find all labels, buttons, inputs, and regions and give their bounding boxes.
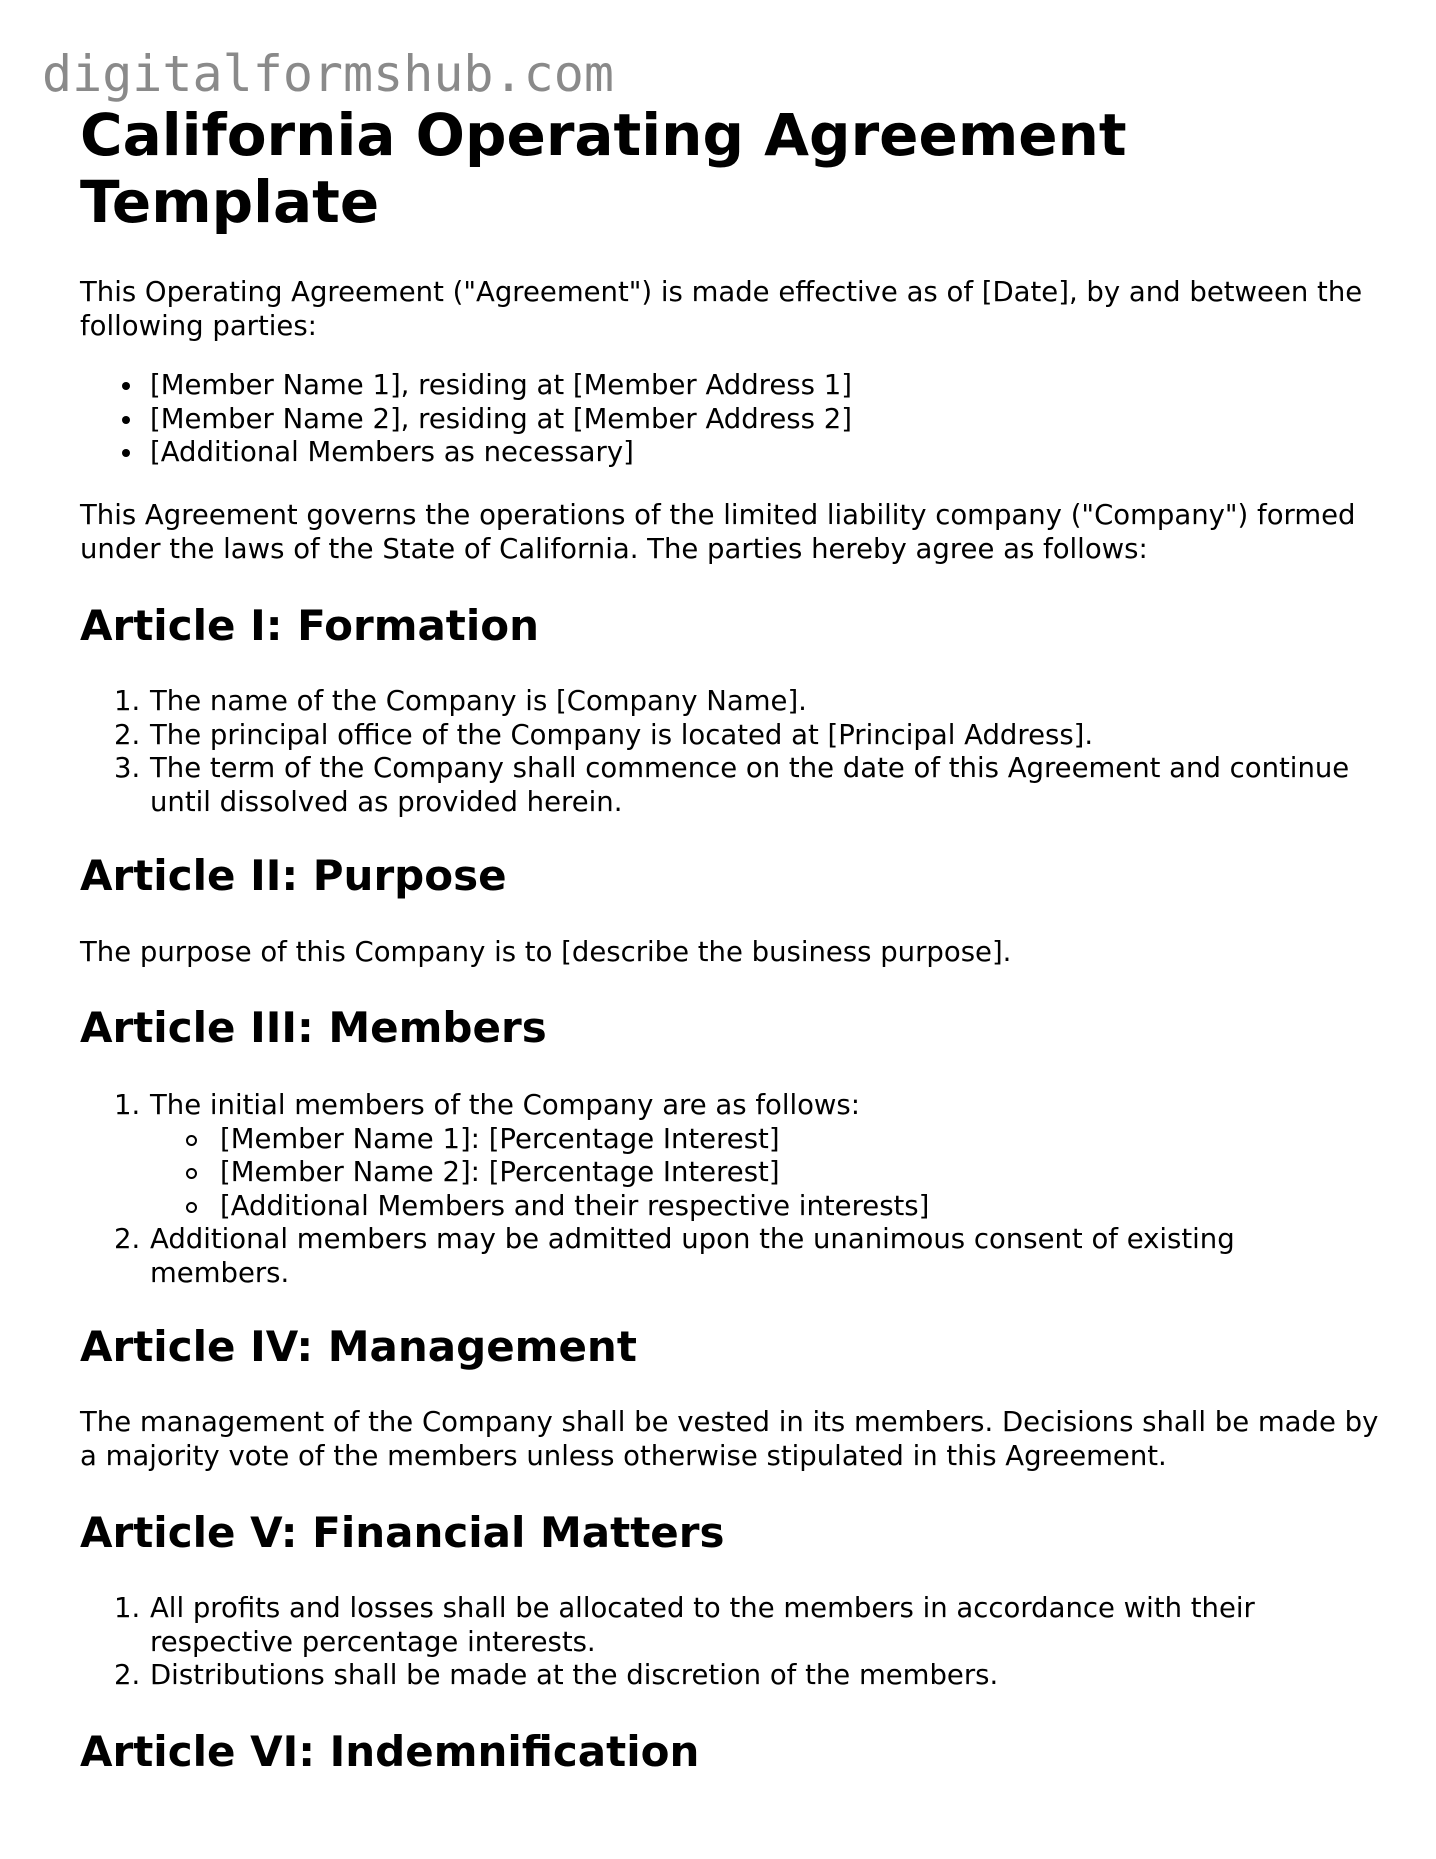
item-number: 1. (114, 1089, 141, 1121)
article-heading: Article V: Financial Matters (80, 1508, 725, 1557)
list-item: [Member Name 1]: [Percentage Interest] (150, 1123, 1380, 1157)
item-text: The initial members of the Company are as follows: (150, 1089, 861, 1121)
item-number: 2. (114, 718, 141, 751)
list-item (80, 719, 1380, 753)
item-number: 2. (114, 1223, 141, 1255)
item-number: 1. (114, 685, 141, 717)
item-number: 2. (114, 1659, 141, 1691)
item-text: Additional members may be admitted upon the unanimous consent of existing members. (150, 1223, 1235, 1289)
item-text: All profits and losses shall be allocated to the members in accordance with their respective percentage interests. (150, 1592, 1255, 1658)
members-sublist (150, 1123, 1380, 1224)
article-heading: Article VI: Indemnification (80, 1727, 700, 1776)
item-number: 3. (114, 752, 141, 784)
list-item (80, 1223, 1380, 1290)
article-heading: Article IV: Management (80, 1322, 637, 1371)
list-item: [Additional Members as necessary] (80, 436, 1380, 470)
list-item: [Additional Members and their respective interests] (150, 1190, 1380, 1224)
list-item (80, 752, 1380, 819)
list-item (80, 1659, 1380, 1693)
list-item: [Member Name 1], residing at [Member Address 1] (80, 369, 1380, 403)
article4-paragraph: The management of the Company shall be vested in its members. Decisions shall be made by a majority vote of the members unless otherwise stipulated in this Agreement. (80, 1406, 1379, 1472)
list-item: [Member Name 2], residing at [Member Address 2] (80, 403, 1380, 437)
parties-list (80, 369, 1380, 470)
item-number: 1. (114, 1592, 141, 1624)
list-item (80, 685, 1380, 719)
watermark: digitalformshub.com (42, 45, 614, 103)
item-text: Distributions shall be made at the discretion of the members. (150, 1659, 999, 1691)
article2-paragraph: The purpose of this Company is to [describe the business purpose]. (80, 936, 1012, 968)
governs-paragraph: This Agreement governs the operations of the limited liability company ("Company") formed under the laws of the State of California. The parties hereby agree as follows: (80, 499, 1356, 565)
list-item: [Member Name 2]: [Percentage Interest] (150, 1156, 1380, 1190)
article-heading: Article I: Formation (80, 601, 540, 650)
article1-list (80, 685, 1380, 819)
item-text: The principal office of the Company is located at [Principal Address]. (150, 718, 1094, 751)
intro-paragraph: This Operating Agreement ("Agreement") is made effective as of [Date], by and between the following parties: (80, 276, 1363, 342)
list-item (80, 1592, 1380, 1659)
article-heading: Article III: Members (80, 1003, 547, 1052)
article3-list (80, 1089, 1380, 1290)
list-item (80, 1089, 1380, 1223)
article-heading: Article II: Purpose (80, 851, 507, 900)
item-text: The name of the Company is [Company Name]. (150, 685, 807, 717)
article5-list (80, 1592, 1380, 1693)
item-text: The term of the Company shall commence on the date of this Agreement and continue until dissolved as provided herein. (150, 752, 1350, 818)
page-title: California Operating Agreement Template (80, 101, 1127, 236)
